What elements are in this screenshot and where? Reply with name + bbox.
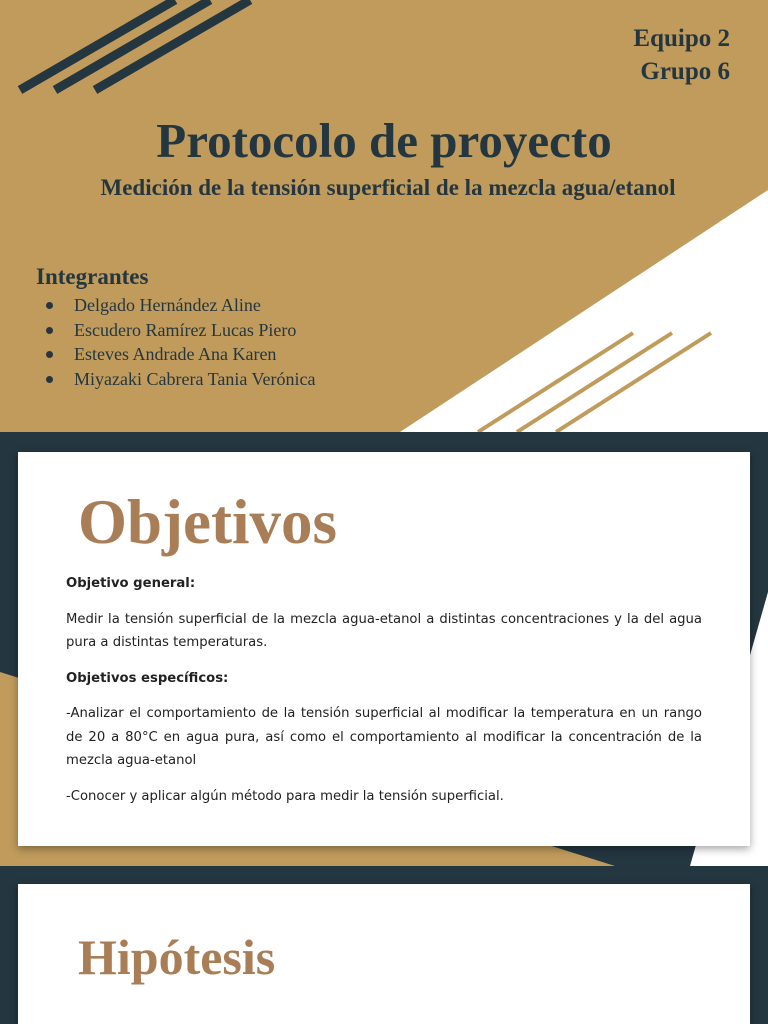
- cover-title: Protocolo de proyecto: [156, 113, 612, 168]
- objectives-body: [66, 572, 702, 820]
- member-name: Miyazaki Cabrera Tania Verónica: [74, 368, 316, 389]
- member-name: Delgado Hernández Aline: [74, 295, 261, 315]
- members-list: [36, 293, 315, 391]
- bullet-icon: [46, 302, 53, 309]
- team-label: Equipo 2: [633, 25, 730, 52]
- navy-stripe-1: [20, 0, 175, 90]
- bullet-icon: [46, 351, 53, 358]
- bullet-icon: [46, 327, 53, 334]
- list-item: [36, 318, 315, 343]
- specific-objectives-label: Objetivos específicos:: [66, 670, 229, 686]
- objectives-card: [18, 452, 750, 846]
- list-item: [36, 367, 315, 392]
- specific-objective-1: -Analizar el comportamiento de la tensión superficial al modificar la temperatura en un rango de 20 a 80°C en agua pura, así como el comportamiento al modificar la concentración de la mezcla agua-etanol: [66, 706, 702, 768]
- cover-subtitle: Medición de la tensión superficial de la mezcla agua/etanol: [100, 175, 676, 200]
- white-corner-triangle: [400, 190, 768, 432]
- bullet-icon: [46, 376, 53, 383]
- hypothesis-heading: Hipótesis: [78, 929, 276, 985]
- general-objective-label: Objetivo general:: [66, 576, 196, 591]
- general-objective-text: Medir la tensión superficial de la mezcla agua-etanol a distintas concentraciones y la del agua pura a distintas temperaturas.: [66, 611, 702, 650]
- team-info: [633, 22, 730, 88]
- objectives-slide: [0, 432, 768, 866]
- navy-stripe-3: [95, 0, 250, 90]
- hypothesis-card: [18, 884, 750, 1024]
- list-item: [36, 342, 315, 367]
- group-label: Grupo 6: [640, 58, 730, 85]
- list-item: [36, 293, 315, 318]
- navy-stripe-2: [55, 0, 210, 90]
- cover-slide: [0, 0, 768, 432]
- member-name: Esteves Andrade Ana Karen: [74, 344, 277, 364]
- member-name: Escudero Ramírez Lucas Piero: [74, 319, 297, 340]
- hypothesis-slide: [0, 866, 768, 1024]
- objectives-heading: Objetivos: [78, 487, 337, 557]
- members-heading: Integrantes: [36, 264, 149, 289]
- specific-objective-2: -Conocer y aplicar algún método para medir la tensión superficial.: [66, 788, 504, 804]
